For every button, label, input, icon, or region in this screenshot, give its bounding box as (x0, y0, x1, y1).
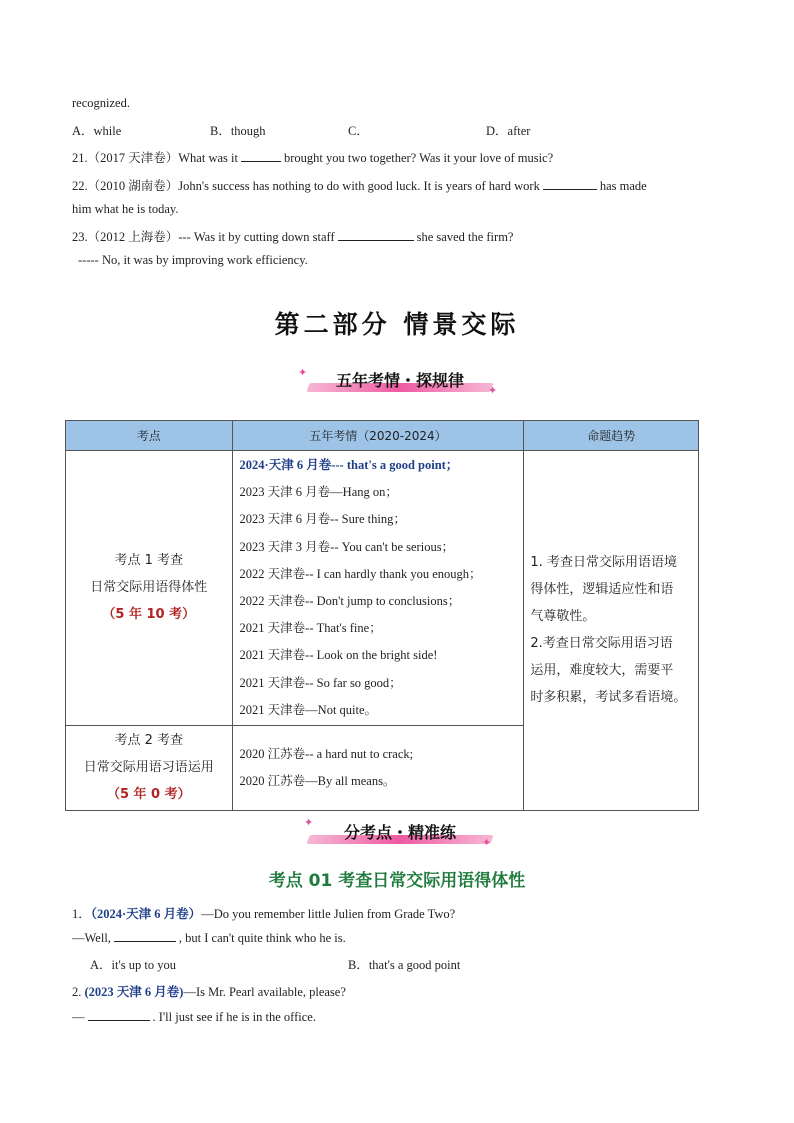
point-2-exams (232, 725, 524, 810)
point-2-line2: 日常交际用语习语运用 (83, 760, 214, 776)
exam-summary-table (65, 420, 699, 811)
q22-continuation: him what he is today. (72, 202, 179, 216)
option-c[interactable]: C． (348, 124, 369, 138)
point-1-cell (66, 451, 233, 726)
trend-line: 运用，难度较大，需要平 (530, 663, 674, 679)
q22-blank[interactable] (543, 178, 597, 190)
sparkle-icon: ✦ (298, 367, 308, 379)
q21-blank[interactable] (241, 150, 281, 162)
q2-text: —Is Mr. Pearl available, please? (183, 985, 346, 999)
sparkle-icon: ✦ (304, 817, 314, 829)
trend-line: 气尊敬性。 (530, 609, 596, 625)
option-b[interactable]: B．though (210, 124, 266, 138)
banner-five-year (300, 368, 500, 394)
question-1 (72, 904, 455, 922)
trend-line: 2.考查日常交际用语习语 (530, 636, 673, 652)
point-2-cell (66, 725, 233, 810)
exam-item: 2020 江苏卷-- a hard nut to crack; (239, 746, 414, 761)
q23-stem: 23.（2012 上海卷）--- Was it by cutting down staff (72, 230, 335, 244)
q21-stem: 21.（2017 天津卷）What was it (72, 151, 238, 165)
header-exams: 五年考情（2020-2024） (232, 421, 524, 451)
point-1-line1: 考点 1 考查 (114, 553, 184, 569)
q23-answer: ----- No, it was by improving work efficiency. (78, 253, 308, 267)
q2-reply-end: . I'll just see if he is in the office. (152, 1010, 316, 1024)
trend-line: 得体性，逻辑适应性和语 (530, 582, 674, 598)
q1-blank[interactable] (114, 930, 176, 942)
q2-reply (72, 1009, 316, 1025)
q23-stem-end: she saved the firm? (416, 230, 514, 244)
sparkle-icon: ✦ (482, 837, 492, 849)
q1-source: （2024·天津 6 月卷） (90, 907, 202, 921)
section-title: 考点 01 考查日常交际用语得体性 (268, 871, 526, 891)
q1-number: 1． (72, 907, 91, 921)
q21-stem-end: brought you two together? Was it your love of music? (283, 151, 554, 165)
q1-option-b[interactable]: B．that's a good point (348, 958, 461, 972)
exam-item: 2021 天津卷-- So far so good； (239, 675, 402, 690)
option-d[interactable]: D．after (486, 124, 531, 138)
exam-item: 2023 天津 6 月卷-- Sure thing； (239, 512, 406, 527)
point-1-line2: 日常交际用语得体性 (90, 580, 208, 596)
banner-practice (300, 820, 500, 846)
table-row (66, 451, 699, 726)
option-a[interactable]: A．while (72, 124, 122, 138)
q22-stem: 22.（2010 湖南卷）John's success has nothing to do with good luck. It is years of hard work (72, 179, 540, 193)
question-21 (72, 148, 553, 166)
q22-stem-end: has made (599, 179, 647, 193)
point-2-count: （5 年 0 考） (106, 787, 191, 803)
trend-line: 1. 考查日常交际用语语境 (530, 555, 677, 571)
q1-reply (72, 930, 346, 946)
point-1-count: （5 年 10 考） (102, 607, 196, 623)
trend-cell (524, 451, 699, 811)
banner-text: 五年考情・探规律 (335, 371, 464, 390)
point-2-line1: 考点 2 考查 (114, 733, 184, 749)
banner-text: 分考点・精准练 (343, 823, 456, 842)
sparkle-icon: ✦ (488, 385, 498, 397)
exam-item: 2021 天津卷-- Look on the bright side! (239, 648, 438, 663)
exam-item: 2022 天津卷-- Don't jump to conclusions； (239, 593, 461, 608)
header-trend: 命题趋势 (524, 421, 699, 451)
point-1-exams (232, 451, 524, 726)
exam-item: 2021 天津卷-- That's fine； (239, 621, 382, 636)
question-2 (72, 982, 346, 1000)
q2-blank[interactable] (88, 1009, 150, 1021)
question-22 (72, 176, 647, 194)
q1-reply-end: , but I can't quite think who he is. (178, 931, 346, 945)
trend-line: 时多积累，考试多看语境。 (530, 690, 687, 706)
q2-reply-start: — (72, 1010, 85, 1024)
q23-blank[interactable] (338, 229, 414, 241)
q1-reply-start: —Well, (72, 931, 111, 945)
exam-item: 2023 天津 3 月卷-- You can't be serious； (239, 539, 455, 554)
q1-text: —Do you remember little Julien from Grade Two? (201, 907, 456, 921)
exam-item-highlight: 2024·天津 6 月卷--- that's a good point； (239, 458, 459, 472)
header-point: 考点 (66, 421, 233, 451)
q2-number: 2. (72, 985, 85, 999)
exam-item: 2022 天津卷-- I can hardly thank you enough； (239, 566, 482, 581)
question-23 (72, 227, 513, 245)
q20-continuation: recognized. (72, 96, 130, 110)
part-title: 第二部分 情景交际 (274, 310, 520, 339)
exam-item: 2021 天津卷—Not quite。 (239, 702, 378, 717)
q1-option-a[interactable]: A．it's up to you (90, 958, 176, 972)
exam-item: 2020 江苏卷—By all means。 (239, 773, 396, 788)
q2-source: (2023 天津 6 月卷) (84, 985, 184, 999)
table-header-row (66, 421, 699, 451)
exam-item: 2023 天津 6 月卷—Hang on； (239, 485, 398, 500)
